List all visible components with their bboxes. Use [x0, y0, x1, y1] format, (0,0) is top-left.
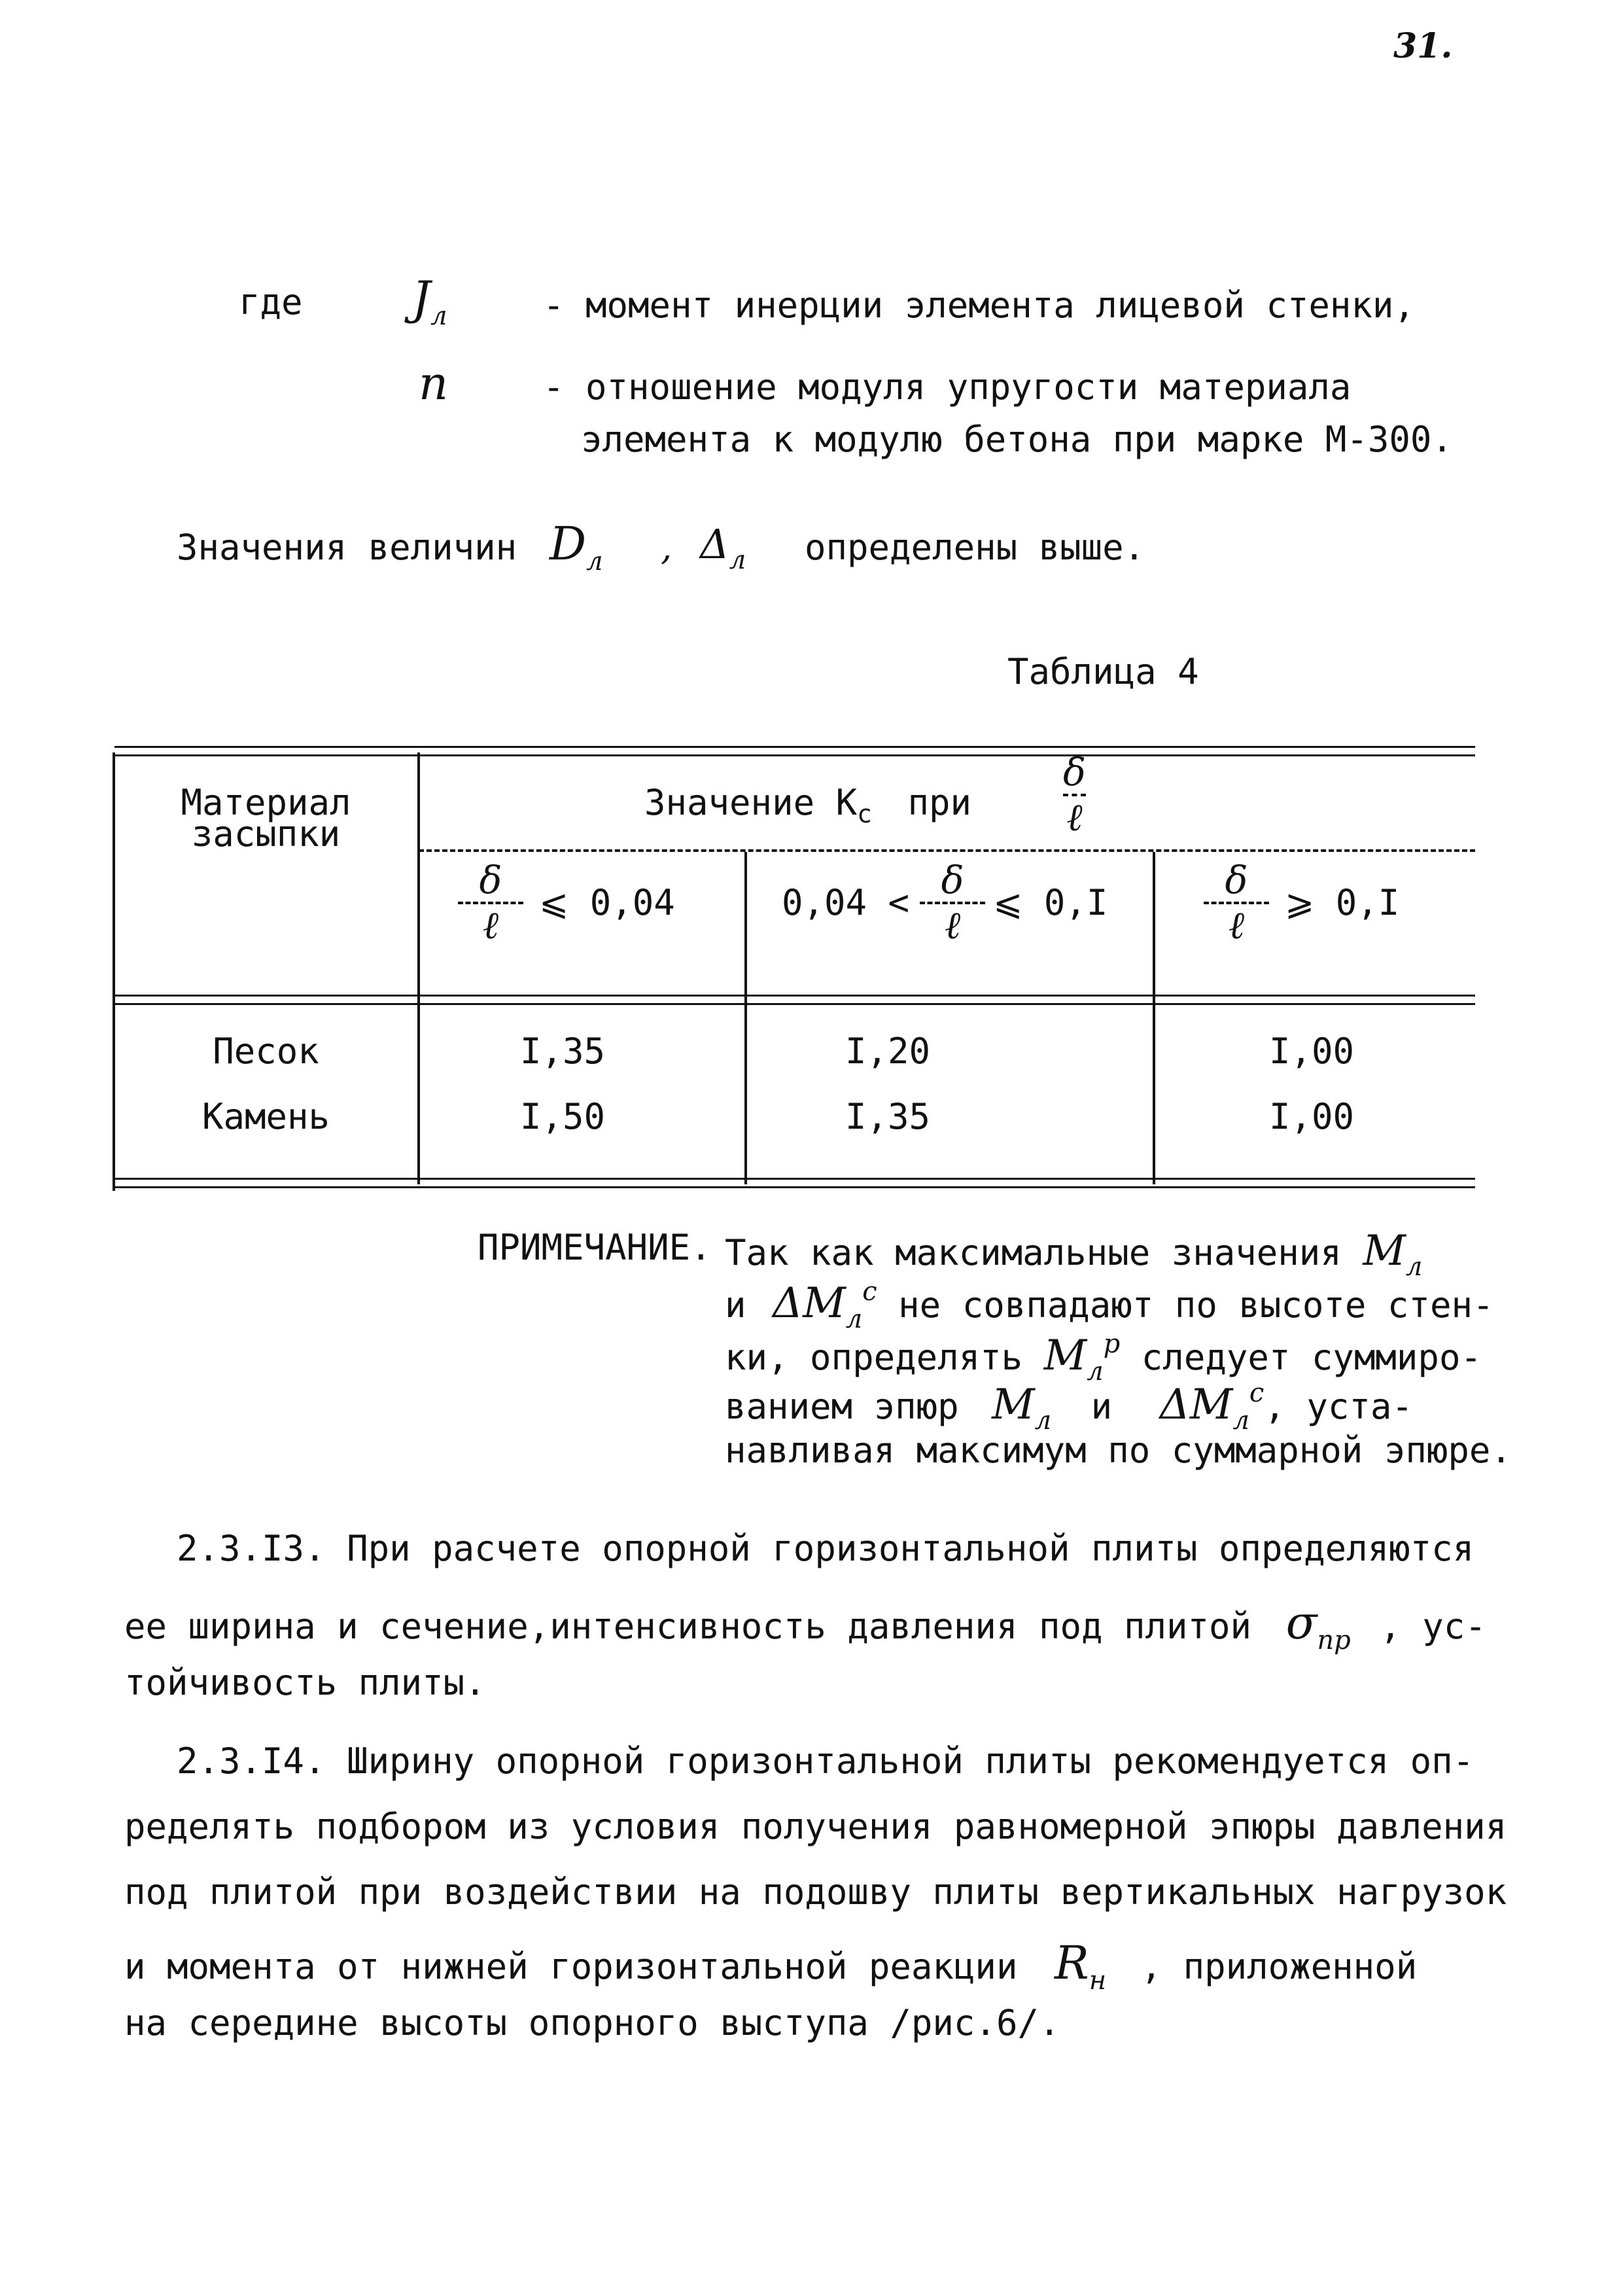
table-bottom-rule	[114, 1178, 1475, 1188]
symbol-delta-l: $\Delta_л$	[700, 520, 746, 575]
cell-value: I,50	[520, 1096, 606, 1137]
symbol-n: n	[419, 357, 449, 410]
para-2313-line-1: 2.3.I3. При расчете опорной горизонтальной плиты определяются	[177, 1528, 1475, 1569]
note-line-4: ванием эпюр $M_л$ и $\Delta M_л^с$, уста-	[725, 1378, 1413, 1436]
subheader-col1: $\frac{\delta}{\text{ℓ}}$ ⩽ 0,04	[458, 860, 675, 945]
definition-modulus-ratio-cont: элемента к модулю бетона при марке М-300.	[581, 419, 1453, 460]
definition-modulus-ratio: - отношение модуля упругости материала	[543, 366, 1352, 408]
cell-value: I,35	[845, 1096, 931, 1137]
table-header-bottom-rule	[114, 995, 1475, 1005]
values-line-text: Значения величин	[177, 527, 517, 568]
cell-value: I,20	[845, 1031, 931, 1072]
para-2314-line-1: 2.3.I4. Ширину опорной горизонтальной плиты рекомендуется оп-	[177, 1740, 1475, 1782]
para-2313-line-2: ее ширина и сечение,интенсивность давления под плитой $\sigma_{пр}$ , ус-	[124, 1596, 1486, 1655]
table-top-rule	[114, 746, 1475, 756]
table-col3-border	[1153, 852, 1155, 1184]
cell-value: I,35	[520, 1031, 606, 1072]
note-line-2: и $\Delta M_л^с$ не совпадают по высоте стен-	[725, 1277, 1494, 1334]
para-2314-line-2: ределять подбором из условия получения равномерной эпюры давления	[124, 1806, 1507, 1847]
values-separator: ,	[661, 527, 672, 568]
header-material: Материал засыпки	[181, 782, 351, 855]
table-caption: Таблица 4	[1007, 651, 1199, 692]
cell-material: Камень	[201, 1096, 330, 1137]
header-kc-value: Значение $К_с$ при	[644, 782, 972, 828]
table-col2-border	[744, 852, 747, 1184]
values-line-after: определены выше.	[805, 527, 1145, 568]
para-2314-line-5: на середине высоты опорного выступа /рис.6/.	[124, 2002, 1060, 2043]
subheader-col3: $\frac{\delta}{\text{ℓ}}$ ⩾ 0,I	[1204, 860, 1399, 945]
table-header-divider	[419, 849, 1475, 852]
subheader-col2: 0,04 < $\frac{\delta}{\text{ℓ}}$ ⩽ 0,I	[782, 858, 1108, 947]
para-2314-line-4: и момента от нижней горизонтальной реакции $R_н$ , приложенной	[124, 1936, 1418, 1996]
definition-inertia: - момент инерции элемента лицевой стенки,	[543, 285, 1415, 326]
cell-value: I,00	[1269, 1096, 1355, 1137]
table-col1-border	[417, 752, 420, 1184]
where-word: где	[239, 281, 303, 323]
cell-material: Песок	[213, 1031, 319, 1072]
note-label: ПРИМЕЧАНИЕ.	[478, 1227, 712, 1268]
header-delta-over-l: $\frac{\delta}{\text{ℓ}}$	[1063, 750, 1086, 839]
page-number: 31.	[1393, 26, 1453, 66]
cell-value: I,00	[1269, 1031, 1355, 1072]
symbol-d-l: $D_л$	[550, 517, 603, 576]
symbol-j-l: $J_л$	[412, 272, 447, 331]
para-2313-line-3: тойчивость плиты.	[124, 1662, 486, 1703]
note-line-1: Так как максимальные значения $M_л$	[725, 1227, 1423, 1282]
note-line-3: ки, определять $M_л^р$ следует суммиро-	[725, 1329, 1482, 1386]
para-2314-line-3: под плитой при воздействии на подошву плиты вертикальных нагрузок	[124, 1871, 1507, 1913]
note-line-5: навливая максимум по суммарной эпюре.	[725, 1430, 1512, 1471]
